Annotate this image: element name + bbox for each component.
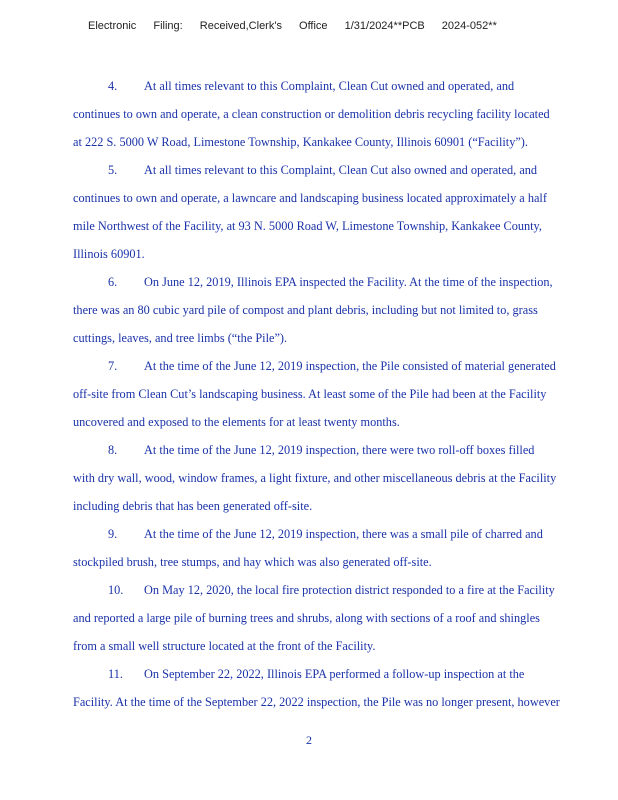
header-part: Electronic: [88, 20, 137, 32]
header-part: 2024-052**: [441, 20, 497, 32]
paragraph-7-line: 7. At the time of the June 12, 2019 inspection, the Pile consisted of material generated: [73, 352, 573, 380]
paragraph-10-line: from a small well structure located at the front of the Facility.: [73, 639, 376, 653]
filing-header: [88, 20, 598, 32]
page-number: 2: [306, 733, 312, 747]
paragraph-9-line: stockpiled brush, tree stumps, and hay which was also generated off-site.: [73, 555, 432, 569]
paragraph-5-line: Illinois 60901.: [73, 247, 145, 261]
paragraph-5-line: 5. At all times relevant to this Complaint, Clean Cut also owned and operated, and: [73, 156, 573, 184]
paragraph-7-line: uncovered and exposed to the elements for at least twenty months.: [73, 415, 400, 429]
paragraph-5-line: continues to own and operate, a lawncare and landscaping business located approximately a half: [73, 191, 547, 205]
paragraph-11-line: Facility. At the time of the September 22, 2022 inspection, the Pile was no longer present, however: [73, 695, 560, 709]
header-part: Filing:: [153, 20, 183, 32]
paragraph-8-line: including debris that has been generated off-site.: [73, 499, 313, 513]
paragraph-6-line: there was an 80 cubic yard pile of compost and plant debris, including but not limited to, grass: [73, 303, 538, 317]
paragraph-10-line: and reported a large pile of burning trees and shrubs, along with sections of a roof and shingles: [73, 611, 540, 625]
paragraph-6-line: cuttings, leaves, and tree limbs (“the Pile”).: [73, 331, 288, 345]
paragraph-8-line: with dry wall, wood, window frames, a light fixture, and other miscellaneous debris at the Facility: [73, 471, 557, 485]
paragraph-number: 11.: [108, 667, 123, 681]
paragraph-9-line: 9. At the time of the June 12, 2019 inspection, there was a small pile of charred and: [73, 520, 573, 548]
paragraph-8-line: 8. At the time of the June 12, 2019 inspection, there were two roll-off boxes filled: [73, 436, 573, 464]
paragraph-number: 5.: [108, 163, 118, 177]
paragraph-number: 9.: [108, 527, 118, 541]
paragraph-4-line: continues to own and operate, a clean construction or demolition debris recycling facility located: [73, 107, 550, 121]
header-part: Received,Clerk's: [199, 20, 282, 32]
paragraph-5-line: mile Northwest of the Facility, at 93 N. 5000 Road W, Limestone Township, Kankakee County,: [73, 219, 542, 233]
paragraph-4-line: 4. At all times relevant to this Complaint, Clean Cut owned and operated, and: [73, 72, 573, 100]
header-part: 1/31/2024**PCB: [344, 20, 425, 32]
paragraph-number: 4.: [108, 79, 118, 93]
paragraph-7-line: off-site from Clean Cut’s landscaping business. At least some of the Pile had been at the Facility: [73, 387, 547, 401]
document-body: [73, 72, 573, 716]
paragraph-4-line: at 222 S. 5000 W Road, Limestone Township, Kankakee County, Illinois 60901 (“Facility”).: [73, 135, 528, 149]
paragraph-10-line: 10. On May 12, 2020, the local fire protection district responded to a fire at the Facility: [73, 576, 573, 604]
paragraph-number: 10.: [108, 583, 124, 597]
paragraph-number: 7.: [108, 359, 118, 373]
paragraph-11-line: 11. On September 22, 2022, Illinois EPA performed a follow-up inspection at the: [73, 660, 573, 688]
header-part: Office: [299, 20, 328, 32]
paragraph-number: 8.: [108, 443, 118, 457]
paragraph-number: 6.: [108, 275, 118, 289]
paragraph-6-line: 6. On June 12, 2019, Illinois EPA inspected the Facility. At the time of the inspection,: [73, 268, 573, 296]
